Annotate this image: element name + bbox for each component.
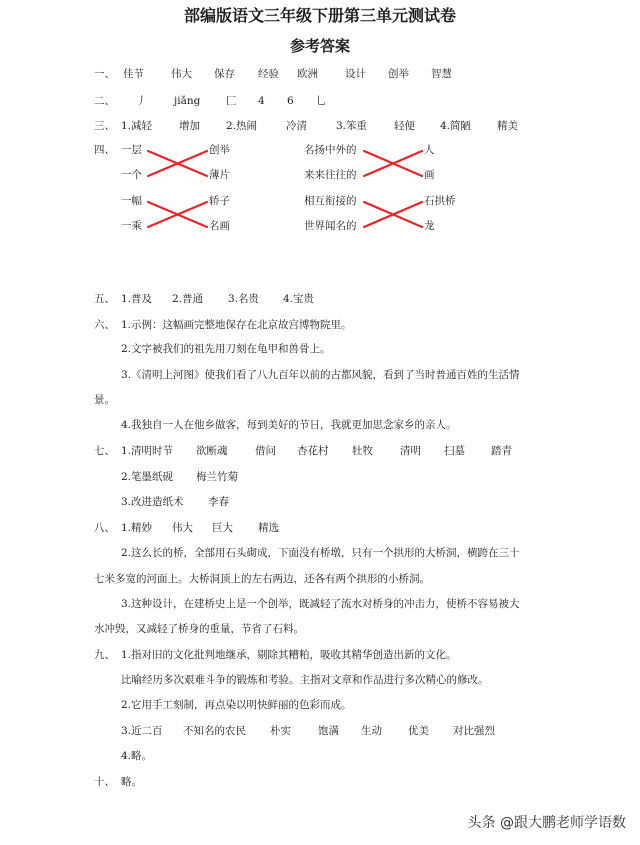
q5-label: 五、	[94, 293, 115, 305]
q10-label: 十、	[94, 776, 115, 788]
q6-line: 2.文字被我们的祖先用刀刻在龟甲和兽骨上。	[121, 343, 331, 355]
q3-item: 1.减轻	[121, 120, 153, 132]
q7-item: 1.清明时节	[121, 445, 174, 457]
match-left-item: 一幅	[121, 195, 142, 207]
q1-item: 设计	[345, 68, 366, 80]
match-left-item: 名扬中外的	[304, 144, 357, 156]
q8-line: 七米多宽的河面上。大桥洞顶上的左右两边，还各有两个拱形的小桥洞。	[94, 573, 430, 585]
q7-item: 3.改进造纸术	[121, 496, 184, 508]
match-line	[148, 202, 207, 227]
match-right-item: 薄片	[209, 169, 230, 181]
q7-item: 杏花村	[297, 445, 329, 457]
match-line	[364, 202, 422, 227]
q8-line: 水冲毁，又减轻了桥身的重量，节省了石料。	[94, 623, 304, 635]
q3-item: 轻便	[394, 120, 415, 132]
q3-item: 冷清	[286, 120, 307, 132]
q7-item: 牡牧	[352, 445, 373, 457]
q3-item: 精美	[497, 120, 518, 132]
q7-item: 梅兰竹菊	[196, 471, 238, 483]
q9-item: 4.略。	[121, 750, 153, 762]
q3-item: 3.笨重	[336, 120, 368, 132]
watermark: 头条 @跟大鹏老师学语数	[467, 815, 626, 831]
q1-label: 一、	[94, 68, 115, 80]
q7-item: 2.笔墨纸砚	[121, 471, 174, 483]
match-left-item: 一层	[121, 144, 142, 156]
match-right-item: 轿子	[209, 195, 230, 207]
q7-label: 七、	[94, 445, 115, 457]
q9-item: 对比强烈	[453, 725, 495, 737]
q6-line: 1.示例：这幅画完整地保存在北京故宫博物院里。	[121, 319, 352, 331]
q7-item: 借问	[255, 445, 276, 457]
q5-item: 4.宝贵	[283, 293, 315, 305]
q7-item: 踏青	[491, 445, 512, 457]
match-right-item: 人	[424, 144, 435, 156]
q1-item: 智慧	[431, 68, 452, 80]
q7-item: 李春	[208, 496, 229, 508]
match-right-item: 龙	[424, 220, 435, 232]
match-right-item: 名画	[209, 220, 230, 232]
q2-item: 6	[287, 95, 294, 107]
q9-label: 九、	[94, 649, 115, 661]
match-left-item: 来来往往的	[304, 169, 357, 181]
match-right-item: 画	[424, 169, 435, 181]
q9-item: 饱满	[318, 725, 339, 737]
q4-label: 四、	[94, 144, 115, 156]
q10-text: 略。	[121, 776, 142, 788]
q3-item: 增加	[179, 120, 200, 132]
match-left-item: 相互衔接的	[304, 195, 357, 207]
q2-item: 乚	[316, 95, 327, 107]
q8-line: 2.这么长的桥，全部用石头砌成，下面没有桥墩，只有一个拱形的大桥洞，横跨在三十	[121, 547, 520, 559]
match-line	[364, 151, 422, 176]
q2-item: 丿	[136, 95, 147, 107]
q8-line: 3.这种设计，在建桥史上是一个创举，既减轻了流水对桥身的冲击力，使桥不容易被大	[121, 598, 520, 610]
q1-item: 欧洲	[297, 68, 318, 80]
q8-label: 八、	[94, 522, 115, 534]
q9-item: 优美	[408, 725, 429, 737]
q9-item: 朴实	[270, 725, 291, 737]
q3-label: 三、	[94, 120, 115, 132]
q9-item: 不知名的农民	[183, 725, 246, 737]
q5-item: 2.普通	[172, 293, 204, 305]
q2-item: jiǎng	[174, 95, 201, 107]
q8-item: 巨大	[212, 522, 233, 534]
match-left-item: 一个	[121, 169, 142, 181]
match-line	[364, 151, 422, 176]
q5-item: 3.名贵	[228, 293, 260, 305]
q6-line: 4.我独自一人在他乡做客，每到美好的节日，我就更加思念家乡的亲人。	[121, 419, 457, 431]
q3-item: 4.简陋	[440, 120, 472, 132]
q1-item: 保存	[214, 68, 235, 80]
q8-item: 1.精妙	[121, 522, 153, 534]
q6-label: 六、	[94, 319, 115, 331]
q7-item: 欲断魂	[196, 445, 228, 457]
match-line	[148, 202, 207, 227]
q5-item: 1.普及	[121, 293, 153, 305]
match-line	[364, 202, 422, 227]
q7-item: 清明	[400, 445, 421, 457]
q1-item: 经验	[258, 68, 279, 80]
q9-line: 1.指对旧的文化批判地继承，剔除其糟粕，吸收其精华创造出新的文化。	[121, 649, 457, 661]
q9-item: 3.近二百	[121, 725, 163, 737]
q9-item: 生动	[361, 725, 382, 737]
q1-item: 伟大	[171, 68, 192, 80]
match-left-item: 一乘	[121, 220, 142, 232]
match-left-item: 世界闻名的	[304, 220, 357, 232]
q9-line: 2.它用手工刻制，再点染以明快鲜丽的色彩而成。	[121, 699, 352, 711]
q1-item: 佳节	[123, 68, 144, 80]
q7-item: 扫墓	[444, 445, 465, 457]
q2-item: 4	[258, 95, 265, 107]
match-right-item: 创举	[209, 144, 230, 156]
document-subtitle: 参考答案	[289, 37, 350, 55]
match-line	[148, 151, 207, 176]
match-right-item: 石拱桥	[424, 195, 456, 207]
q6-line: 3.《清明上河图》使我们看了八九百年以前的古都风貌，看到了当时普通百姓的生活情	[121, 369, 520, 381]
q1-item: 创举	[388, 68, 409, 80]
q3-item: 2.热闹	[226, 120, 258, 132]
q8-item: 精选	[258, 522, 279, 534]
q8-item: 伟大	[172, 522, 193, 534]
q9-line: 比喻经历多次艰难斗争的锻炼和考验。主指对文章和作品进行多次精心的修改。	[121, 674, 489, 686]
q2-label: 二、	[94, 95, 115, 107]
match-line	[148, 151, 207, 176]
q6-line: 景。	[94, 394, 115, 406]
document-title: 部编版语文三年级下册第三单元测试卷	[183, 6, 456, 25]
q2-item: 匚	[226, 95, 237, 107]
